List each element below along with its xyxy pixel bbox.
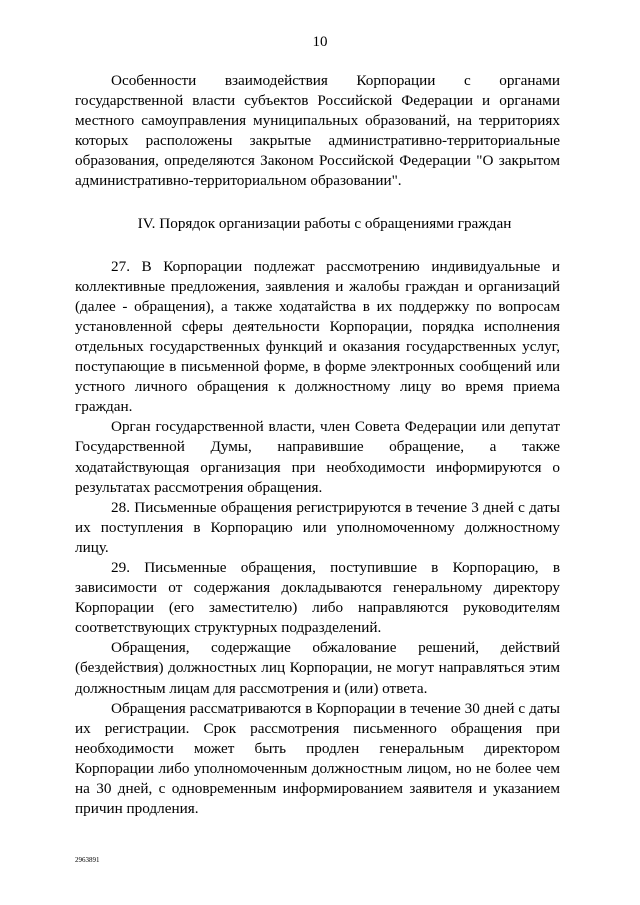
document-code: 2963891 (75, 856, 100, 864)
paragraph-27-authority: Орган государственной власти, член Совета Федерации или депутат Государственной Думы, направившие обращение, а также ходатайствующая организация при необходимости информируются о результатах рассмотрения обращения. (75, 418, 560, 496)
intro-paragraph: Особенности взаимодействия Корпорации с органами государственной власти субъектов Российской Федерации и органами местного самоуправления муниципальных образований, на территориях которых расположены закрытые административно-территориальные образования, определяются Законом Российской Федерации "О закрытом административно-территориальном образовании". (75, 72, 560, 190)
paragraph-29: 29. Письменные обращения, поступившие в Корпорацию, в зависимости от содержания докладываются генеральному директору Корпорации (его заместителю) либо направляются руководителям соответствующих структурных подразделений. (75, 558, 560, 637)
paragraph-28: 28. Письменные обращения регистрируются в течение 3 дней с даты их поступления в Корпорацию или уполномоченному должностному лицу. (75, 498, 560, 556)
paragraph-29-deadline: Обращения рассматриваются в Корпорации в течение 30 дней с даты их регистрации. Срок рассмотрения письменного обращения при необходимости может быть продлен генеральным директором Корпорации либо уполномоченным должностным лицом, но не более чем на 30 дней, с одновременным информированием заявителя и указанием причин продления. (75, 699, 560, 818)
document-body (75, 71, 560, 819)
section-heading: IV. Порядок организации работы с обращениями граждан (137, 214, 512, 232)
paragraph-29-appeals: Обращения, содержащие обжалование решений, действий (бездействия) должностных лиц Корпорации, не могут направляться этим должностным лицам для рассмотрения и (или) ответа. (75, 639, 560, 697)
page-number: 10 (312, 34, 328, 50)
paragraph-27: 27. В Корпорации подлежат рассмотрению индивидуальные и коллективные предложения, заявления и жалобы граждан и организаций (далее - обращения), а также ходатайства в их поддержку по вопросам установленной сферы деятельности Корпорации, порядка исполнения отдельных государственных функций и оказания государственных услуг, поступающие в письменной форме, в форме электронных сообщений или устного личного обращения к должностному лицу во время приема граждан. (75, 257, 560, 416)
